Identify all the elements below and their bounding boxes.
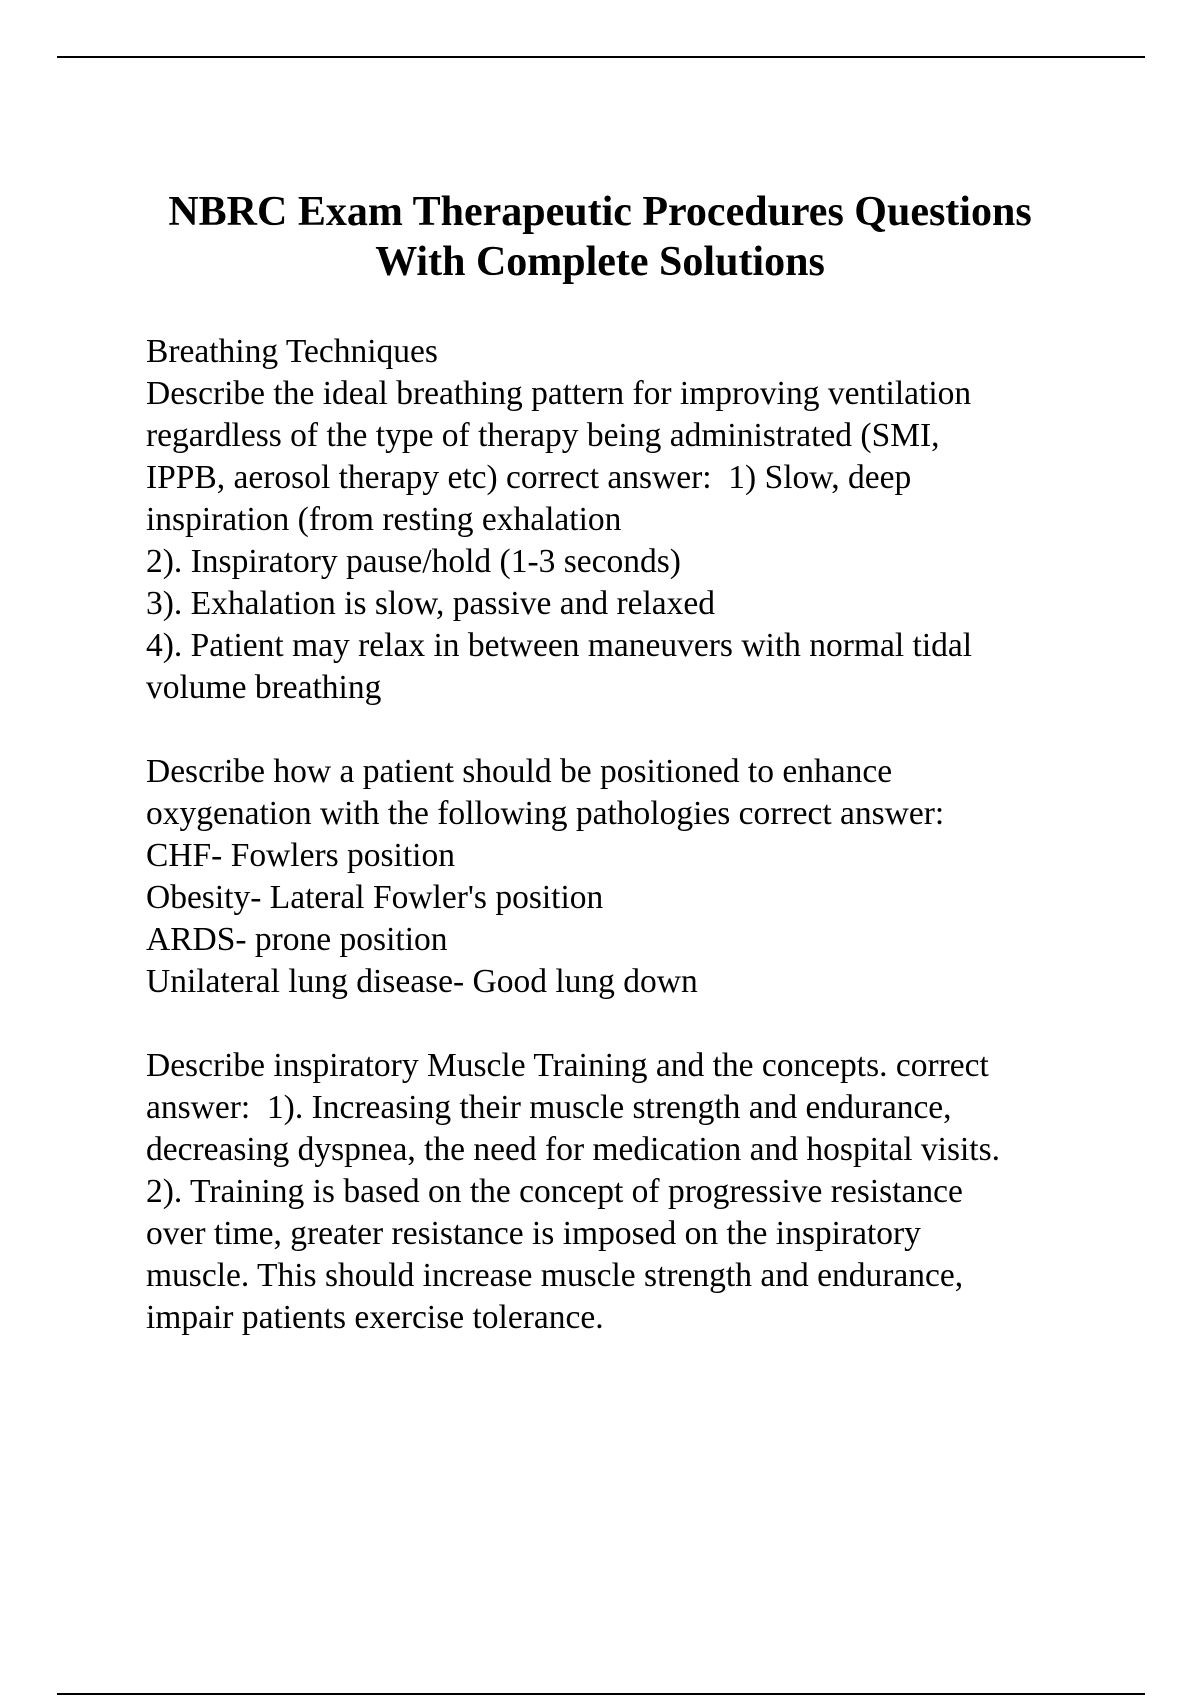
header-rule	[57, 56, 1145, 58]
text-line: IPPB, aerosol therapy etc) correct answer: 1) Slow, deep	[146, 459, 912, 496]
text-line: 2). Inspiratory pause/hold (1-3 seconds)	[146, 543, 681, 580]
page-title-line: NBRC Exam Therapeutic Procedures Questions	[168, 189, 1032, 235]
text-line: ARDS- prone position	[146, 921, 448, 958]
text-line: Describe how a patient should be positioned to enhance	[146, 753, 893, 790]
text-line: regardless of the type of therapy being administrated (SMI,	[146, 417, 940, 454]
question-block-positioning	[146, 751, 1146, 1003]
text-line: muscle. This should increase muscle strength and endurance,	[146, 1257, 964, 1294]
text-line: 4). Patient may relax in between maneuvers with normal tidal	[146, 627, 973, 664]
text-line: 3). Exhalation is slow, passive and relaxed	[146, 585, 716, 622]
text-line: Obesity- Lateral Fowler's position	[146, 879, 604, 916]
question-block-breathing-pattern	[146, 373, 1146, 709]
footer-rule	[57, 1693, 1145, 1695]
text-line: decreasing dyspnea, the need for medication and hospital visits.	[146, 1131, 1001, 1168]
paragraph-gap	[146, 1003, 1146, 1045]
text-line: Describe inspiratory Muscle Training and the concepts. correct	[146, 1047, 989, 1084]
text-line: Describe the ideal breathing pattern for improving ventilation	[146, 375, 972, 412]
text-line: answer: 1). Increasing their muscle strength and endurance,	[146, 1089, 952, 1126]
text-line: oxygenation with the following pathologies correct answer:	[146, 795, 945, 832]
document-body	[146, 331, 1146, 1339]
text-line: CHF- Fowlers position	[146, 837, 455, 874]
paragraph-gap	[146, 709, 1146, 751]
question-block-muscle-training	[146, 1045, 1146, 1339]
page-title-line: With Complete Solutions	[375, 239, 825, 285]
text-line: over time, greater resistance is imposed on the inspiratory	[146, 1215, 921, 1252]
page-title	[100, 187, 1100, 287]
text-line: volume breathing	[146, 669, 382, 706]
text-line: Unilateral lung disease- Good lung down	[146, 963, 698, 1000]
text-line: inspiration (from resting exhalation	[146, 501, 622, 538]
text-line: impair patients exercise tolerance.	[146, 1299, 604, 1336]
text-line: 2). Training is based on the concept of progressive resistance	[146, 1173, 963, 1210]
section-heading: Breathing Techniques	[146, 333, 438, 370]
